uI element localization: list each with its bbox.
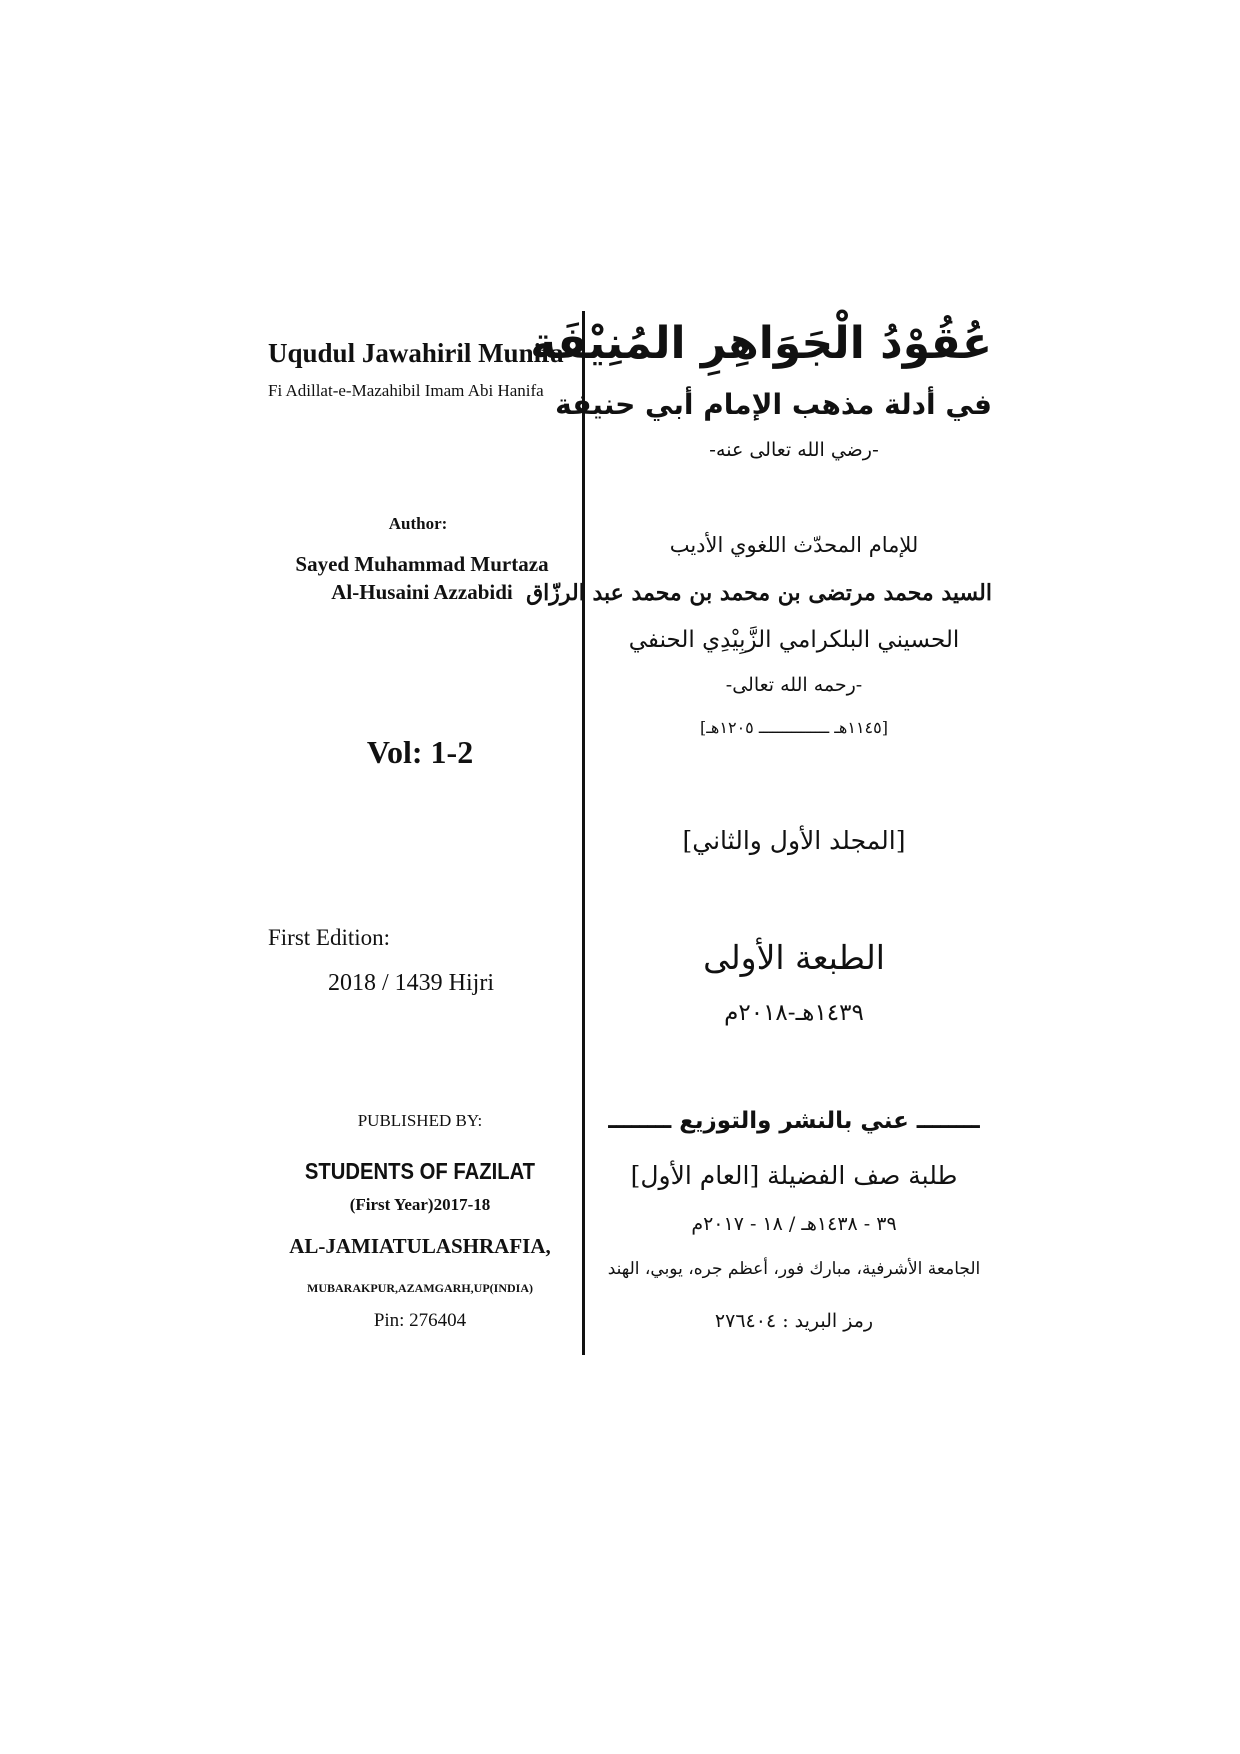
arabic-title: عُقُوْدُ الْجَوَاهِرِ المُنِيْفَة [530,318,992,369]
english-author-name-line1: Sayed Muhammad Murtaza [295,552,549,576]
arabic-author-intro: للإمام المحدّث اللغوي الأديب [669,533,919,557]
arabic-blessing: -رضي الله تعالى عنه- [709,439,879,461]
column-divider [582,311,585,1355]
arabic-subtitle: في أدلة مذهب الإمام أبي حنيفة [555,388,992,421]
english-institution: AL-JAMIATULASHRAFIA, [289,1234,551,1258]
english-volume: Vol: 1-2 [366,734,474,770]
arabic-author-name-line1: السيد محمد مرتضى بن محمد بن محمد عبد الرزّاق [526,580,992,606]
english-edition-label: First Edition: [268,925,391,950]
arabic-author-dates: [١١٤٥هـ ـــــــــــــــ ١٢٠٥هـ] [700,718,888,737]
arabic-author-name-line2: الحسيني البلكرامي الزَّبِيْدِي الحنفي [628,627,960,653]
english-edition-year: 2018 / 1439 Hijri [328,970,494,996]
arabic-publisher-name: طلبة صف الفضيلة [العام الأول] [630,1161,958,1190]
arabic-published-by: ــــــــ عني بالنشر والتوزيع ــــــــ [608,1108,980,1134]
english-pin: Pin: 276404 [373,1310,467,1331]
arabic-pin: رمز البريد : ٢٧٦٤٠٤ [714,1310,874,1332]
arabic-publisher-year: ٣٩ - ١٤٣٨هـ / ١٨ - ٢٠١٧م [691,1213,897,1235]
english-author-name-line2: Al-Husaini Azzabidi [331,580,513,604]
arabic-edition: الطبعة الأولى [703,938,885,977]
english-title: Uqudul Jawahiril Munifa [268,338,564,368]
english-address: MUBARAKPUR,AZAMGARH,UP(INDIA) [307,1281,533,1295]
english-author-label: Author: [388,514,448,533]
english-published-by-label: PUBLISHED BY: [357,1111,483,1130]
arabic-edition-year: ١٤٣٩هـ-٢٠١٨م [724,1000,864,1026]
english-publisher-name: STUDENTS OF FAZILAT [304,1158,536,1184]
arabic-volume: [المجلد الأول والثاني] [682,826,906,855]
english-subtitle: Fi Adillat-e-Mazahibil Imam Abi Hanifa [268,381,544,400]
arabic-mercy: -رحمه الله تعالى- [725,674,863,696]
arabic-address: الجامعة الأشرفية، مبارك فور، أعظم جره، يوبي، الهند [607,1259,981,1279]
english-publisher-year: (First Year)2017-18 [349,1195,491,1214]
